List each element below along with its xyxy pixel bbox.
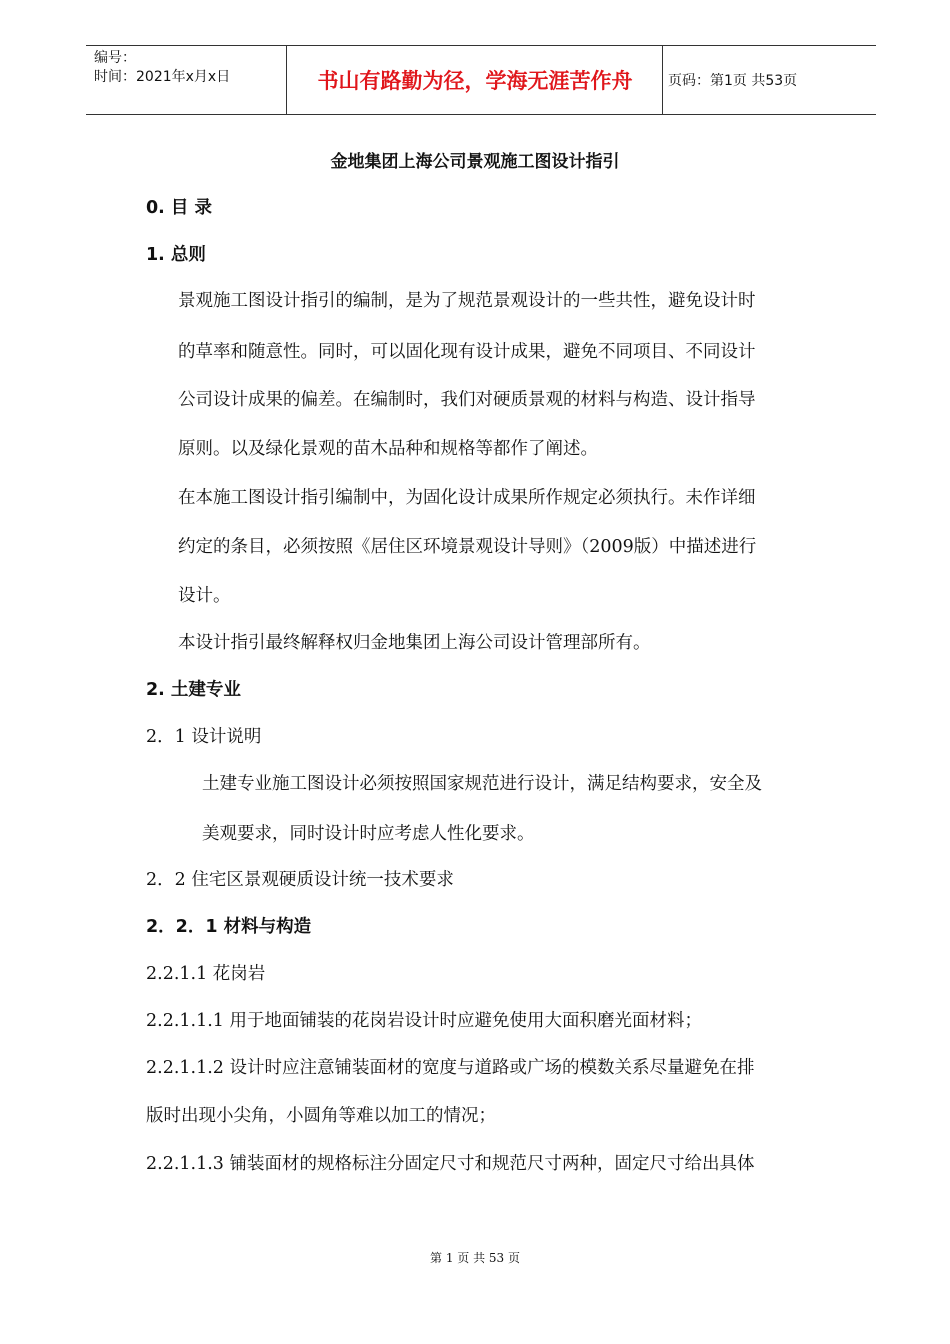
heading-section-1: 1. 总则 bbox=[146, 245, 206, 265]
heading-2-2-1: 2．2．1 材料与构造 bbox=[146, 917, 312, 937]
header-divider bbox=[662, 46, 663, 114]
header-page-info: 页码：第1页 共53页 bbox=[668, 73, 798, 89]
heading-2-1: 2．1 设计说明 bbox=[146, 727, 262, 747]
document-header bbox=[86, 45, 876, 115]
paragraph-line: 公司设计成果的偏差。在编制时，我们对硬质景观的材料与构造、设计指导 bbox=[178, 390, 756, 410]
header-meta bbox=[94, 49, 230, 87]
clause-line: 2.2.1.1.3 铺装面材的规格标注分固定尺寸和规范尺寸两种，固定尺寸给出具体 bbox=[146, 1154, 755, 1174]
heading-2-2-1-1: 2.2.1.1 花岗岩 bbox=[146, 964, 266, 984]
header-number: 编号： bbox=[94, 50, 136, 66]
paragraph-line: 景观施工图设计指引的编制，是为了规范景观设计的一些共性，避免设计时 bbox=[178, 291, 756, 311]
paragraph-line: 在本施工图设计指引编制中，为固化设计成果所作规定必须执行。未作详细 bbox=[178, 488, 756, 508]
paragraph-line: 本设计指引最终解释权归金地集团上海公司设计管理部所有。 bbox=[178, 633, 651, 653]
clause-line: 2.2.1.1.1 用于地面铺装的花岗岩设计时应避免使用大面积磨光面材料； bbox=[146, 1011, 702, 1031]
header-time: 时间：2021年x月x日 bbox=[94, 69, 231, 85]
heading-toc: 0. 目 录 bbox=[146, 198, 213, 218]
paragraph-line: 设计。 bbox=[178, 586, 231, 606]
clause-line: 版时出现小尖角，小圆角等难以加工的情况； bbox=[146, 1106, 496, 1126]
page-footer: 第 1 页 共 53 页 bbox=[430, 1251, 520, 1265]
paragraph-line: 的草率和随意性。同时，可以固化现有设计成果，避免不同项目、不同设计 bbox=[178, 342, 756, 362]
heading-2-2: 2．2 住宅区景观硬质设计统一技术要求 bbox=[146, 870, 454, 890]
paragraph-line: 约定的条目，必须按照《居住区环境景观设计导则》（2009版）中描述进行 bbox=[178, 537, 757, 557]
clause-line: 2.2.1.1.2 设计时应注意铺装面材的宽度与道路或广场的模数关系尽量避免在排 bbox=[146, 1058, 755, 1078]
paragraph-line: 原则。以及绿化景观的苗木品种和规格等都作了阐述。 bbox=[178, 439, 598, 459]
paragraph-line: 美观要求，同时设计时应考虑人性化要求。 bbox=[202, 824, 535, 844]
header-motto: 书山有路勤为径，学海无涯苦作舟 bbox=[317, 69, 633, 93]
document-title: 金地集团上海公司景观施工图设计指引 bbox=[330, 152, 620, 172]
paragraph-line: 土建专业施工图设计必须按照国家规范进行设计，满足结构要求，安全及 bbox=[202, 774, 762, 794]
header-divider bbox=[286, 46, 287, 114]
heading-section-2: 2. 土建专业 bbox=[146, 680, 241, 700]
